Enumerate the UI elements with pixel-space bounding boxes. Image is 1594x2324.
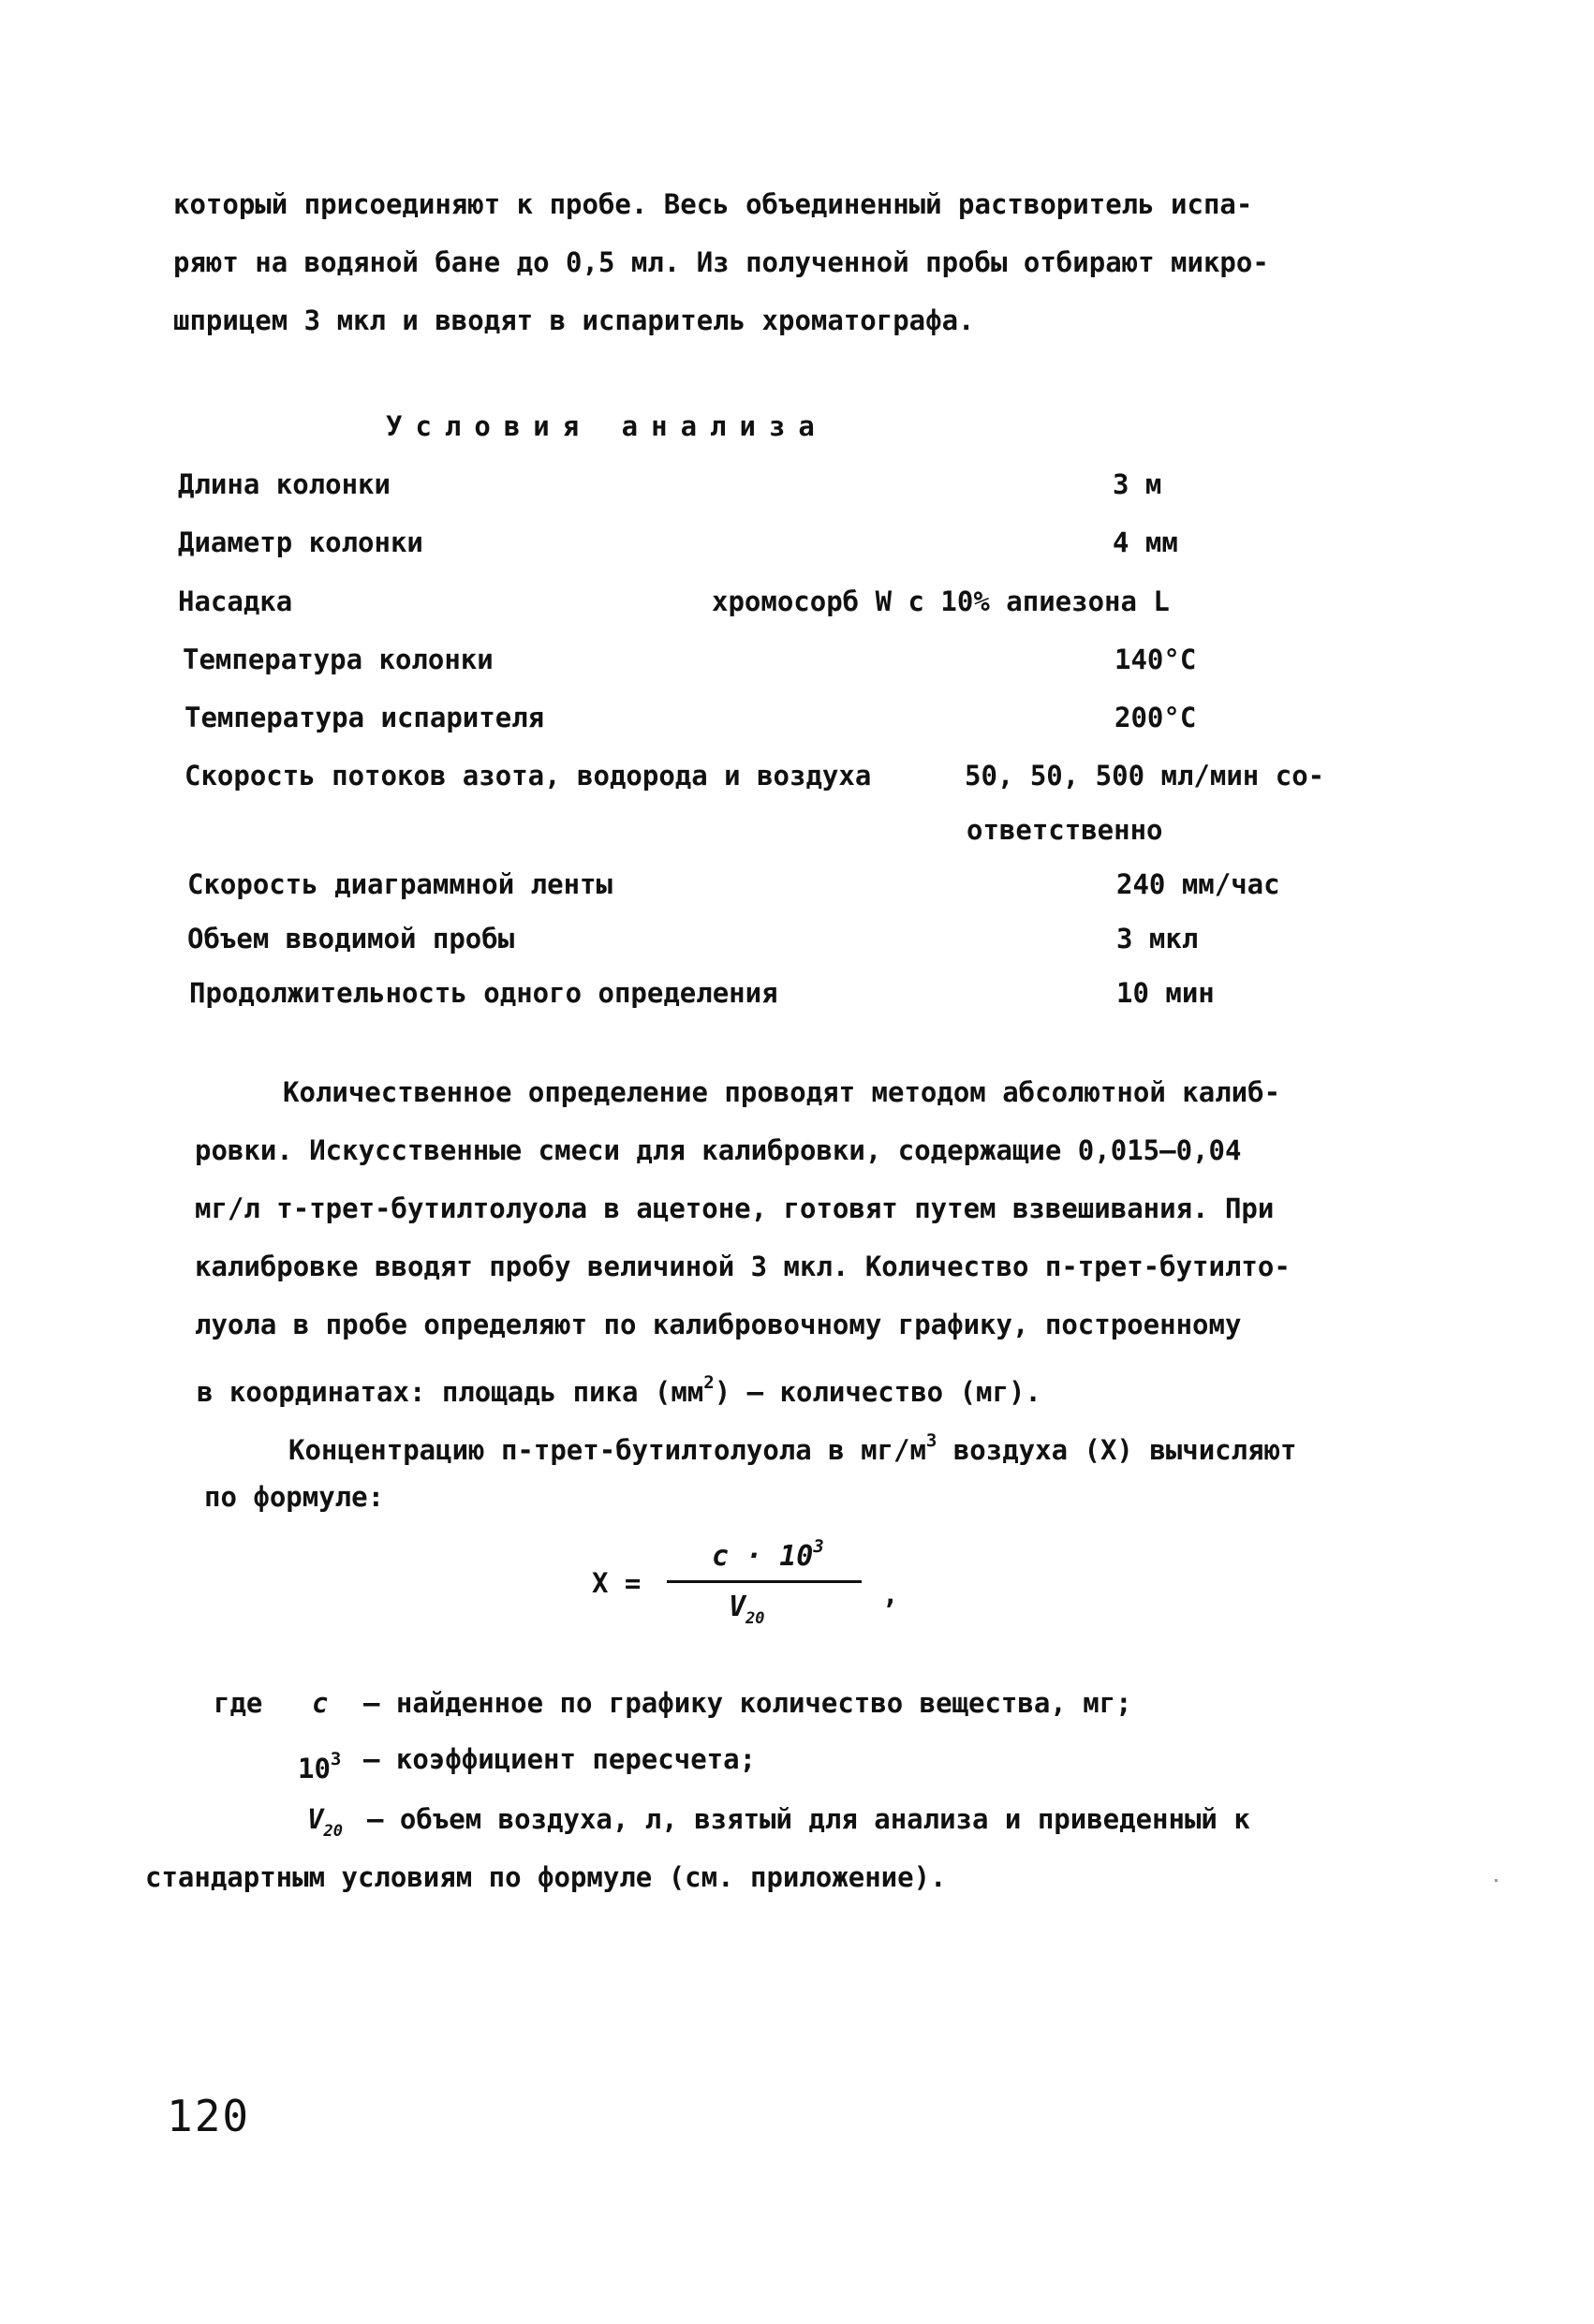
- condition-label: Температура колонки: [183, 644, 494, 675]
- k-symbol-text: 10: [298, 1753, 331, 1784]
- intro-line-2: ряют на водяной бане до 0,5 мл. Из полученной пробы отбирают микро-: [173, 246, 1269, 278]
- legend-c-text: – найденное по графику количество вещества, мг;: [363, 1687, 1132, 1719]
- condition-label: Объем вводимой пробы: [187, 923, 515, 955]
- denominator-text: V: [729, 1591, 746, 1623]
- fraction-bar: [667, 1580, 862, 1583]
- quant-line-6: [197, 1366, 1041, 1409]
- quant-line-5: луола в пробе определяют по калибровочному графику, построенному: [195, 1309, 1242, 1340]
- condition-value: 200°С: [1114, 702, 1197, 733]
- condition-value: 3 м: [1113, 468, 1162, 500]
- concentration-line-2: по формуле:: [204, 1481, 385, 1513]
- legend-v-continued: стандартным условиям по формуле (см. приложение).: [145, 1861, 947, 1893]
- subscript: 20: [745, 1609, 765, 1628]
- concentration-line-1: [288, 1424, 1296, 1467]
- condition-value: 140°С: [1114, 644, 1197, 675]
- condition-label: Скорость потоков азота, водорода и воздуха: [184, 760, 872, 792]
- concentration-text: Концентрацию п-трет-бутилтолуола в мг/м: [288, 1434, 926, 1466]
- legend-v-text: – объем воздуха, л, взятый для анализа и приведенный к: [367, 1803, 1250, 1835]
- margin-speck: [1495, 1879, 1498, 1882]
- legend-c-symbol: с: [312, 1687, 329, 1719]
- condition-label: Насадка: [178, 585, 293, 617]
- legend-k-text: – коэффициент пересчета;: [363, 1743, 757, 1775]
- subscript: 20: [323, 1822, 343, 1841]
- formula-lhs: X =: [592, 1567, 642, 1599]
- formula-denominator: [729, 1591, 765, 1628]
- concentration-tail: воздуха (X) вычисляют: [937, 1434, 1297, 1466]
- condition-value: 10 мин: [1116, 977, 1215, 1009]
- formula-numerator: [712, 1536, 824, 1573]
- condition-value: 3 мкл: [1116, 923, 1199, 955]
- quant-line-4: калибровке вводят пробу величиной 3 мкл. Количество п-трет-бутилто-: [195, 1251, 1291, 1282]
- page-number: 120: [167, 2091, 251, 2141]
- legend-k-symbol: [298, 1742, 341, 1785]
- condition-value: 50, 50, 500 мл/мин со-: [965, 760, 1325, 792]
- superscript: 2: [703, 1372, 715, 1393]
- condition-value: 240 мм/час: [1116, 868, 1280, 900]
- condition-value: 4 мм: [1113, 526, 1178, 558]
- quant-line-2: ровки. Искусственные смеси для калибровки, содержащие 0,015–0,04: [195, 1134, 1242, 1166]
- condition-value: хромосорб W с 10% апиезона L: [712, 585, 1170, 617]
- condition-label: Температура испарителя: [184, 702, 545, 733]
- intro-line-1: который присоединяют к пробе. Весь объединенный растворитель испа-: [173, 188, 1253, 220]
- condition-label: Скорость диаграммной ленты: [187, 868, 613, 900]
- condition-label: Диаметр колонки: [178, 526, 423, 558]
- v-symbol-text: V: [307, 1803, 324, 1835]
- superscript: 3: [813, 1536, 824, 1557]
- legend-where: где: [214, 1687, 263, 1719]
- condition-value-continued: ответственно: [967, 814, 1163, 846]
- numerator-text: с · 10: [712, 1540, 814, 1573]
- quant-line-6-tail: ) – количество (мг).: [714, 1376, 1041, 1408]
- formula-comma: ,: [882, 1578, 899, 1610]
- conditions-heading: Условия анализа: [386, 410, 828, 442]
- quant-line-1: Количественное определение проводят методом абсолютной калиб-: [283, 1076, 1281, 1108]
- quant-line-6-text: в координатах: площадь пика (мм: [197, 1376, 704, 1408]
- superscript: 3: [925, 1430, 937, 1451]
- condition-label: Продолжительность одного определения: [189, 977, 778, 1009]
- intro-line-3: шприцем 3 мкл и вводят в испаритель хроматографа.: [173, 304, 975, 336]
- quant-line-3: мг/л т-трет-бутилтолуола в ацетоне, готовят путем взвешивания. При: [195, 1192, 1275, 1224]
- legend-v-symbol: [307, 1802, 343, 1848]
- superscript: 3: [330, 1749, 342, 1769]
- condition-label: Длина колонки: [178, 468, 391, 500]
